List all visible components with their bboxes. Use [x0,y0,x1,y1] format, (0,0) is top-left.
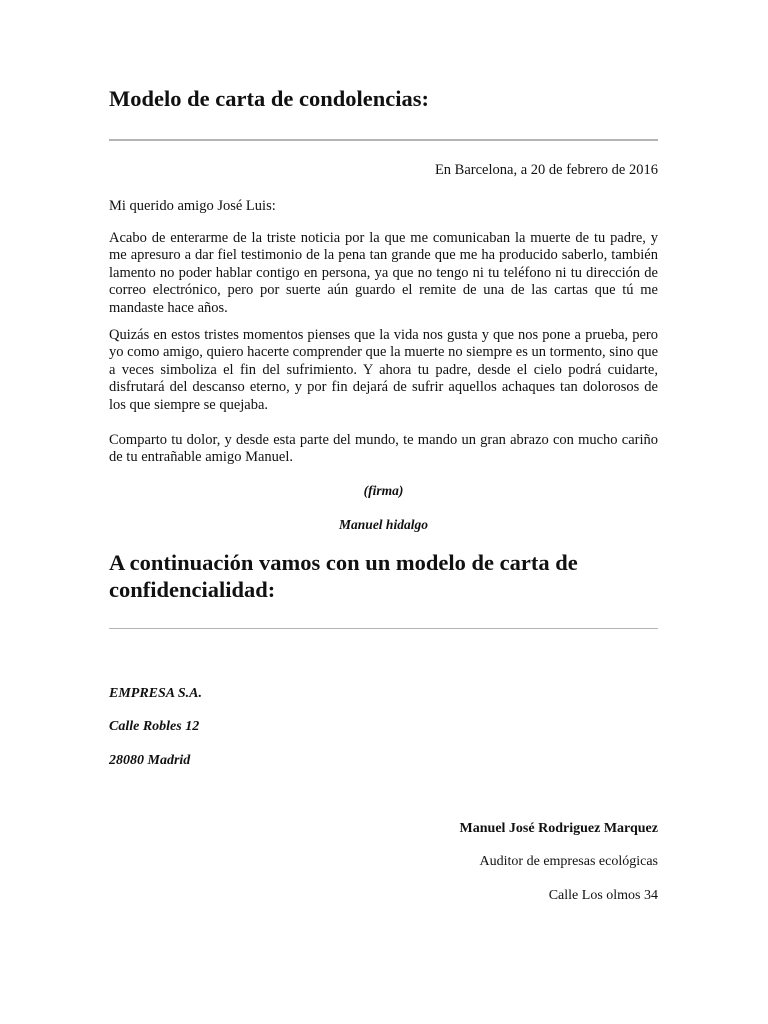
section-title: A continuación vamos con un modelo de carta de confidencialidad: [109,550,578,602]
company-name: EMPRESA S.A. [109,686,202,701]
letter-paragraph: Quizás en estos tristes momentos pienses que la vida nos gusta y que nos pone a prueba, pero yo como amigo, quiero hacerte comprender que la muerte no siempre es un tormento, sino que a veces simboliza el fin del sufrimiento. Y ahora tu padre, desde el cielo podrá cuidarte, disfrutará del descanso eterno, y por fin dejará de sufrir aquellos achaques tan dolorosos de los que siempre se quejaba. [109,327,658,413]
signature-placeholder: (firma) [363,483,404,498]
horizontal-divider [109,628,658,629]
date-line: En Barcelona, a 20 de febrero de 2016 [434,162,658,178]
company-street: Calle Robles 12 [109,719,200,734]
horizontal-divider [109,139,658,141]
letter-paragraph: Acabo de enterarme de la triste noticia por la que me comunicaban la muerte de tu padre, y me apresuro a dar fiel testimonio de la pena tan grande que me ha producido saberlo, también lamento no poder hablar contigo en persona, ya que no tengo ni tu teléfono ni tu dirección de correo electrónico, pero por suerte aún guardo el remite de una de las cartas que tú me mandaste hace años. [109,230,658,316]
letter-greeting: Mi querido amigo José Luis: [109,198,276,214]
company-city: 28080 Madrid [109,753,191,768]
sender-address: Calle Los olmos 34 [548,888,658,903]
signer-name: Manuel hidalgo [339,517,428,532]
page-title: Modelo de carta de condolencias: [109,86,429,111]
sender-name: Manuel José Rodriguez Marquez [459,821,658,836]
letter-paragraph: Comparto tu dolor, y desde esta parte del mundo, te mando un gran abrazo con mucho cariño de tu entrañable amigo Manuel. [109,432,658,466]
sender-title: Auditor de empresas ecológicas [479,854,658,869]
